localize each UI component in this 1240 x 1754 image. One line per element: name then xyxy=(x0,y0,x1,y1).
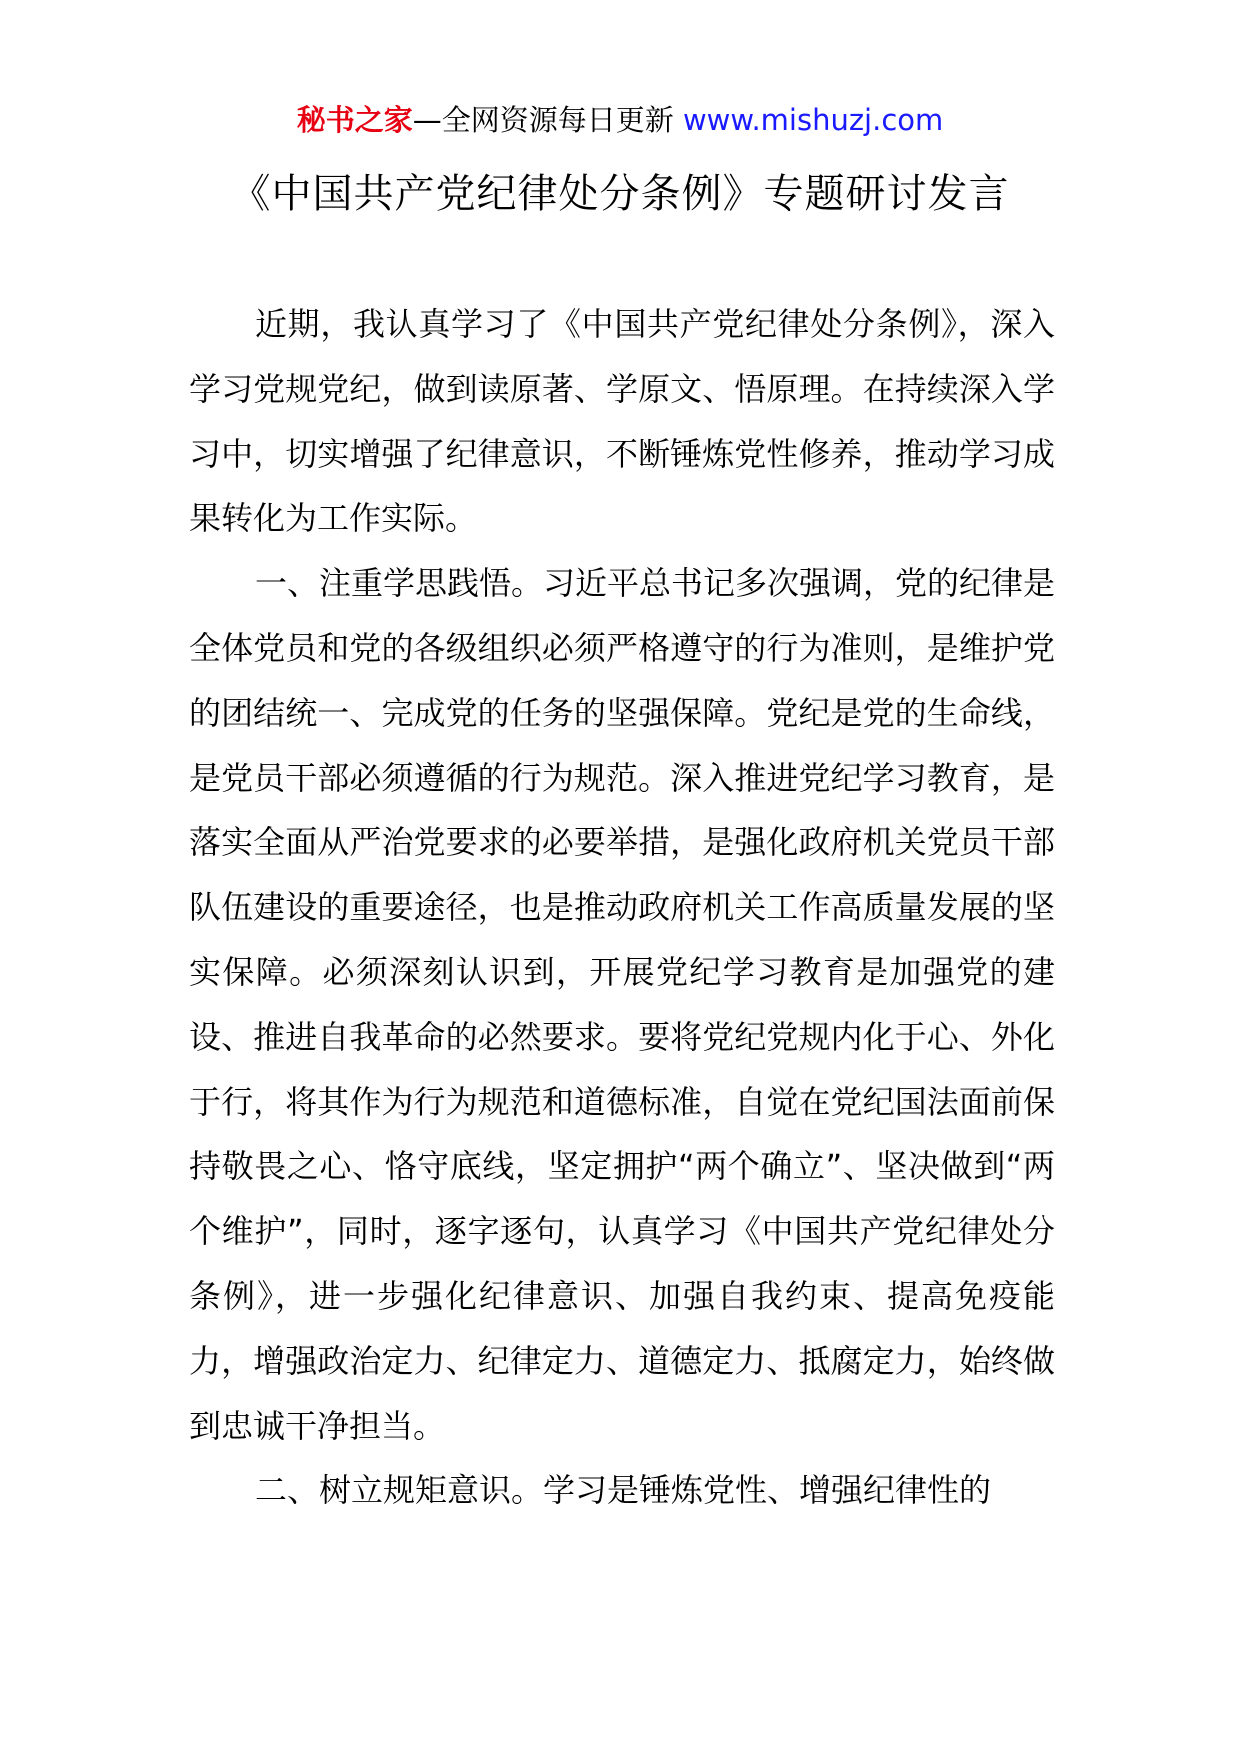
paragraph-intro: 近期，我认真学习了《中国共产党纪律处分条例》，深入学习党规党纪，做到读原著、学原文、悟原理。在持续深入学习中，切实增强了纪律意识，不断锤炼党性修养，推动学习成果转化为工作实际。 xyxy=(189,305,1055,538)
site-brand: 秘书之家 xyxy=(296,103,413,137)
site-header xyxy=(0,100,1240,140)
paragraph-section-two: 二、树立规矩意识。学习是锤炼党性、增强纪律性的 xyxy=(255,1471,992,1510)
document-title: 《中国共产党纪律处分条例》专题研讨发言 xyxy=(230,171,1010,217)
site-tagline: —全网资源每日更新 xyxy=(412,103,683,137)
document-body xyxy=(189,292,1055,1523)
site-url[interactable]: www.mishuzj.com xyxy=(682,103,944,137)
paragraph-section-one: 一、注重学思践悟。习近平总书记多次强调，党的纪律是全体党员和党的各级组织必须严格遵守的行为准则，是维护党的团结统一、完成党的任务的坚强保障。党纪是党的生命线，是党员干部必须遵循的行为规范。深入推进党纪学习教育，是落实全面从严治党要求的必要举措，是强化政府机关党员干部队伍建设的重要途径，也是推动政府机关工作高质量发展的坚实保障。必须深刻认识到，开展党纪学习教育是加强党的建设、推进自我革命的必然要求。要将党纪党规内化于心、外化于行，将其作为行为规范和道德标准，自觉在党纪国法面前保持敬畏之心、恪守底线，坚定拥护“两个确立”、坚决做到“两个维护”，同时，逐字逐句，认真学习《中国共产党纪律处分条例》，进一步强化纪律意识、加强自我约束、提高免疫能力，增强政治定力、纪律定力、道德定力、抵腐定力，始终做到忠诚干净担当。 xyxy=(189,564,1056,1445)
